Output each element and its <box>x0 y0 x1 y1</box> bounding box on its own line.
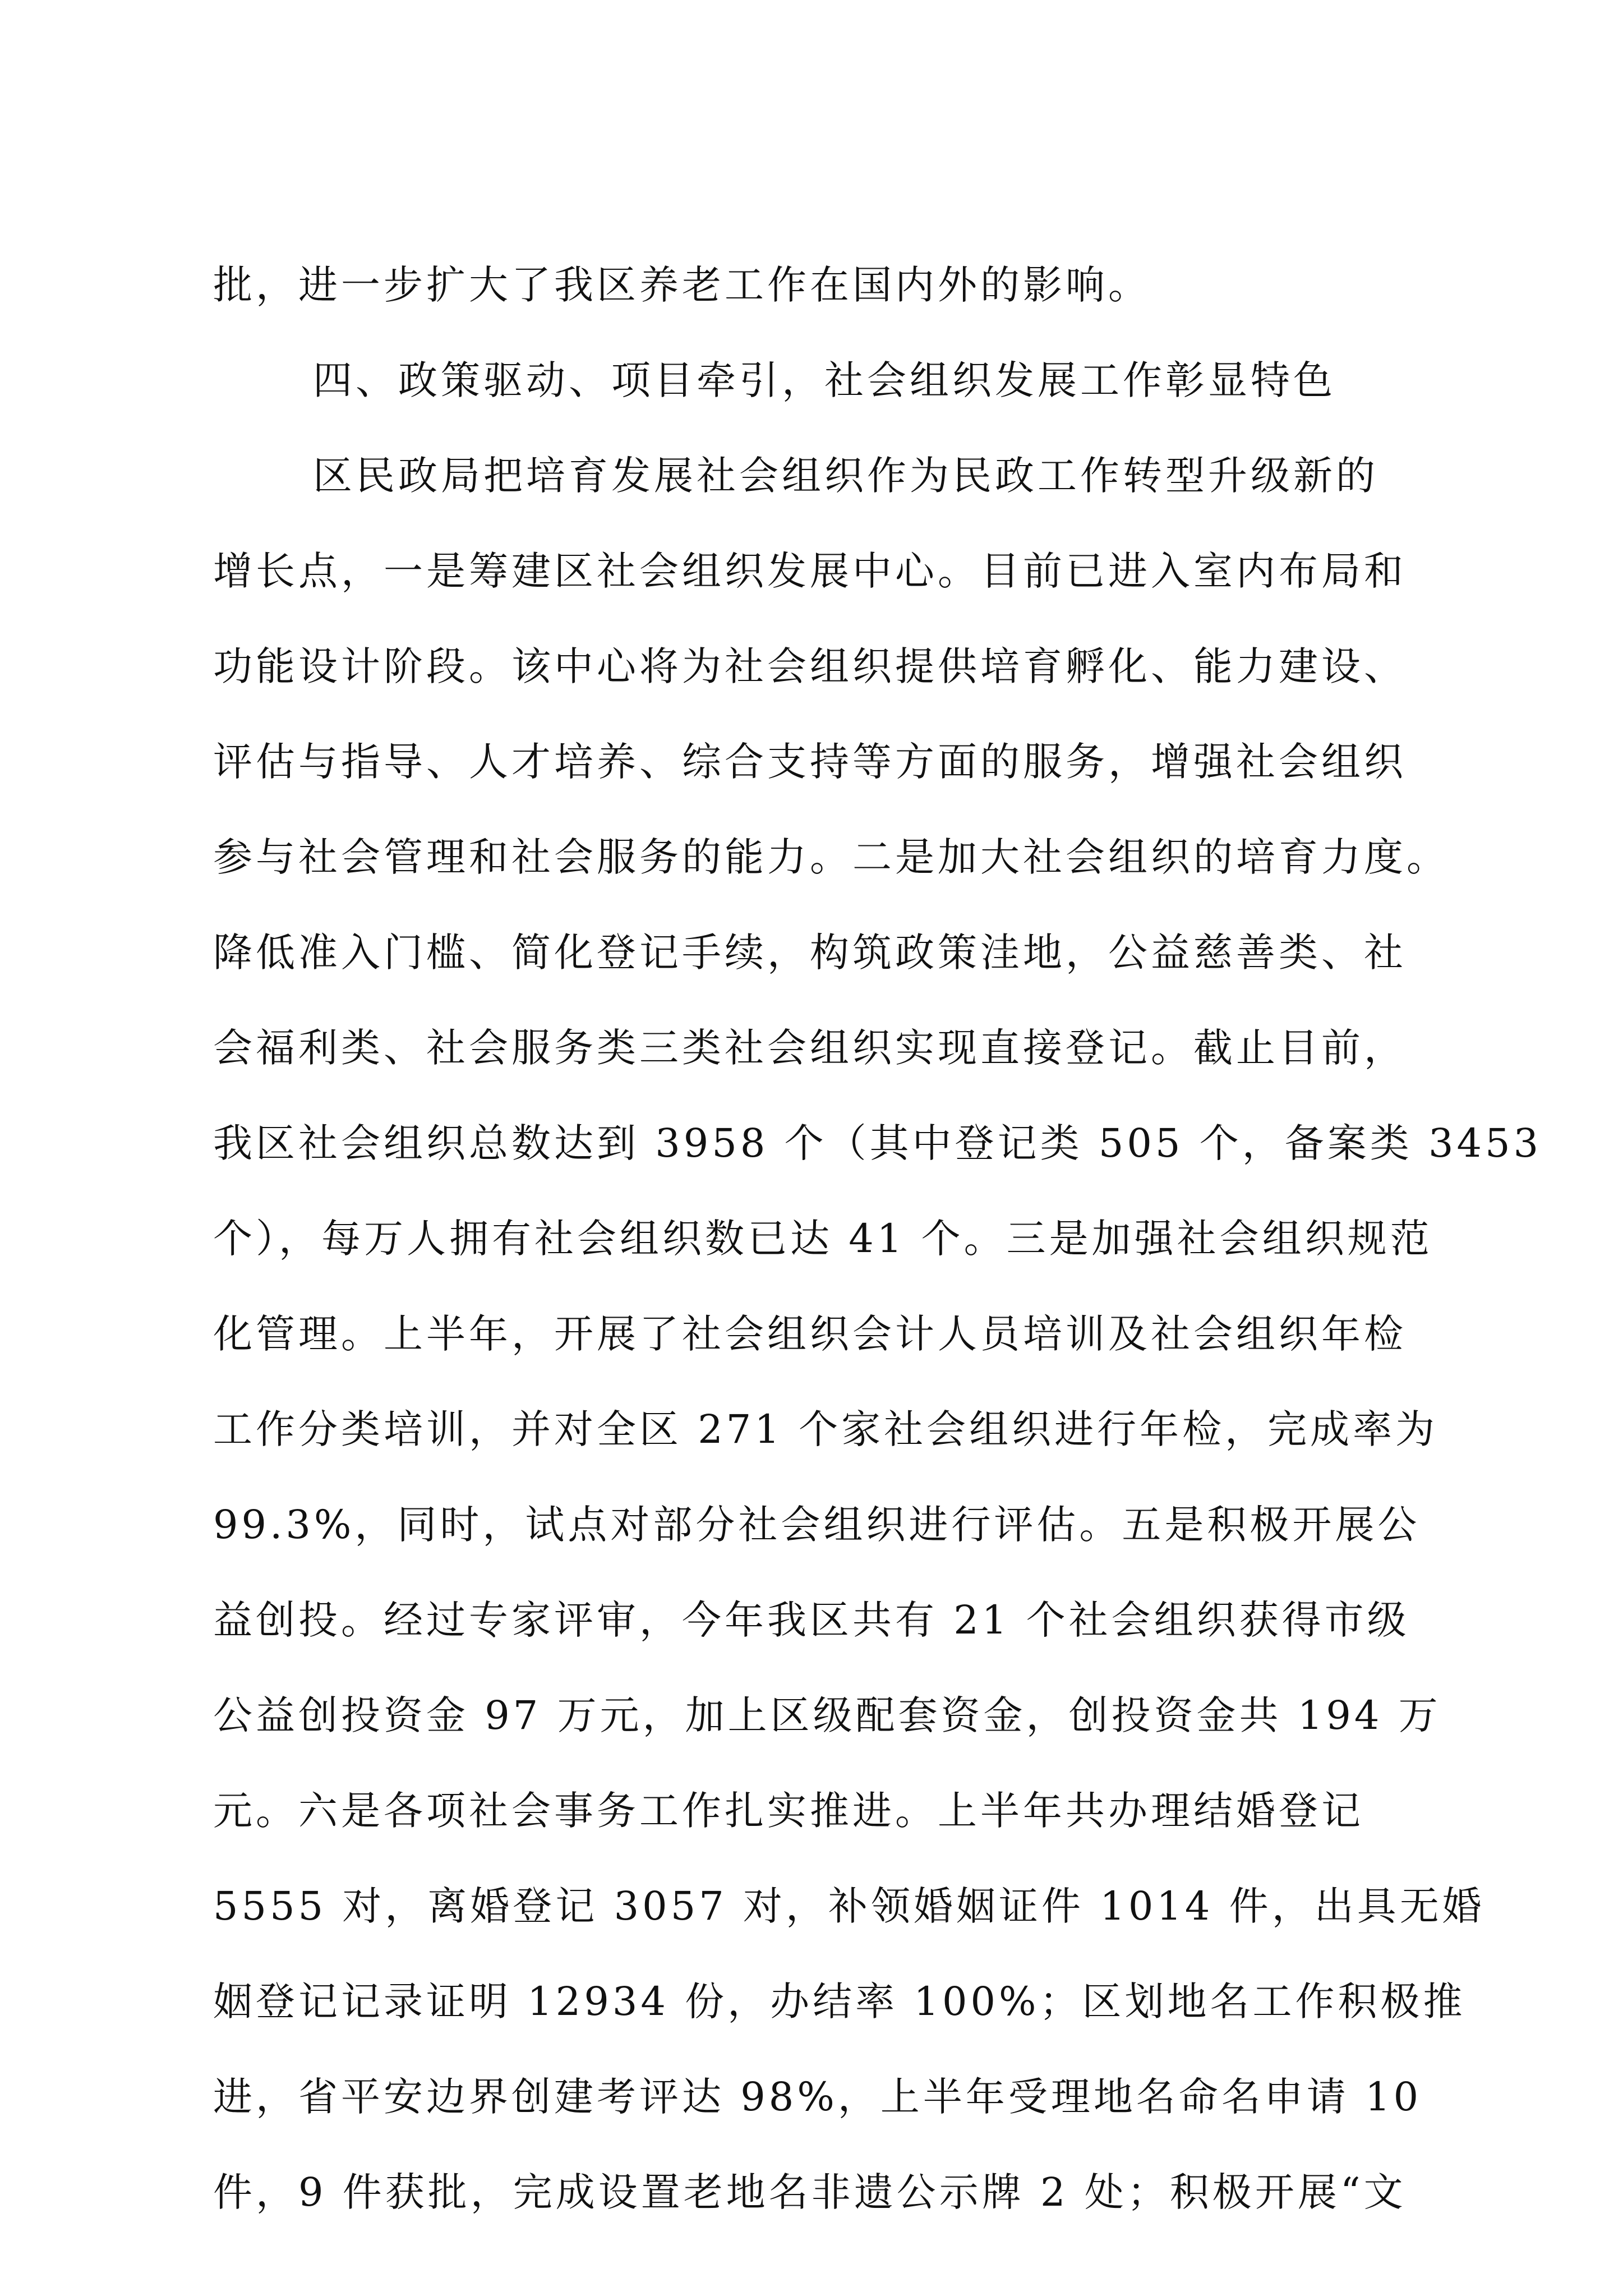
text-line-8: 降低准入门槛、简化登记手续，构筑政策洼地，公益慈善类、社 <box>213 930 1407 976</box>
text-line-7: 参与社会管理和社会服务的能力。二是加大社会组织的培育力度。 <box>213 834 1449 880</box>
text-line-10: 我区社会组织总数达到 3958 个（其中登记类 505 个，备案类 3453 <box>213 1120 1542 1166</box>
text-line-3: 区民政局把培育发展社会组织作为民政工作转型升级新的 <box>313 453 1378 499</box>
text-line-18: 5555 对，离婚登记 3057 对，补领婚姻证件 1014 件，出具无婚 <box>213 1883 1485 1929</box>
text-line-14: 99.3%，同时，试点对部分社会组织进行评估。五是积极开展公 <box>213 1502 1421 1548</box>
text-line-12: 化管理。上半年，开展了社会组织会计人员培训及社会组织年检 <box>213 1311 1407 1357</box>
text-line-19: 姻登记记录证明 12934 份，办结率 100%；区划地名工作积极推 <box>213 1978 1466 2024</box>
text-line-5: 功能设计阶段。该中心将为社会组织提供培育孵化、能力建设、 <box>213 643 1407 689</box>
text-line-4: 增长点，一是筹建区社会组织发展中心。目前已进入室内布局和 <box>213 548 1407 594</box>
text-line-6: 评估与指导、人才培养、综合支持等方面的服务，增强社会组织 <box>213 739 1407 785</box>
text-line-20: 进，省平安边界创建考评达 98%，上半年受理地名命名申请 10 <box>213 2074 1422 2120</box>
text-line-9: 会福利类、社会服务类三类社会组织实现直接登记。截止目前， <box>213 1025 1407 1071</box>
text-line-1: 批，进一步扩大了我区养老工作在国内外的影响。 <box>213 262 1151 308</box>
text-line-17: 元。六是各项社会事务工作扎实推进。上半年共办理结婚登记 <box>213 1788 1364 1834</box>
text-line-15: 益创投。经过专家评审，今年我区共有 21 个社会组织获得市级 <box>213 1597 1410 1643</box>
section-heading: 四、政策驱动、项目牵引，社会组织发展工作彰显特色 <box>313 357 1336 403</box>
text-line-11: 个），每万人拥有社会组织数已达 41 个。三是加强社会组织规范 <box>213 1216 1433 1262</box>
text-line-13: 工作分类培训，并对全区 271 个家社会组织进行年检，完成率为 <box>213 1406 1438 1452</box>
text-line-21: 件，9 件获批，完成设置老地名非遗公示牌 2 处；积极开展“文 <box>213 2169 1407 2215</box>
text-line-16: 公益创投资金 97 万元，加上区级配套资金，创投资金共 194 万 <box>213 1692 1441 1738</box>
